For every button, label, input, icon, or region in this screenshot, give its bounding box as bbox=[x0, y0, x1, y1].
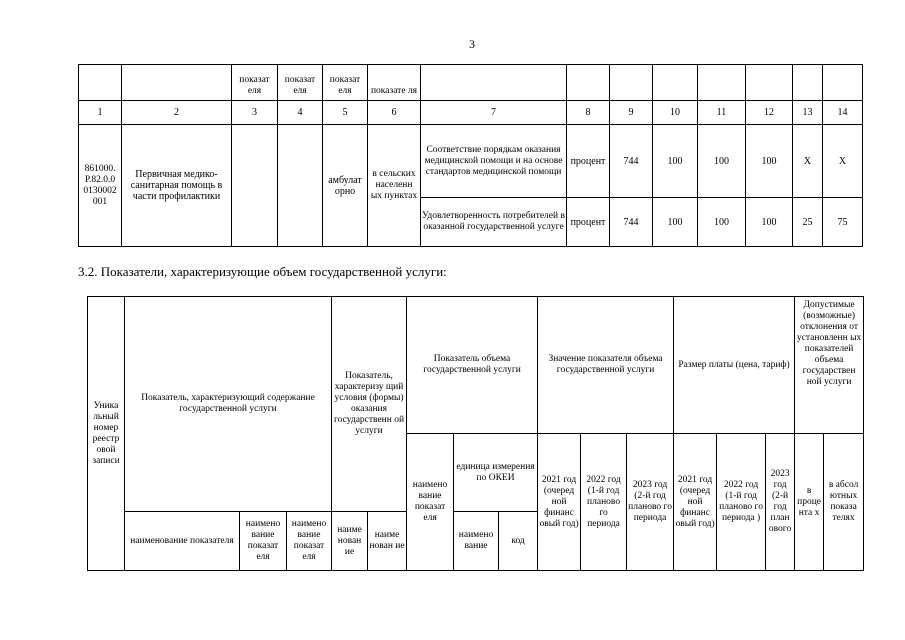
condition-indicator-header: Показатель, характеризу щий условия (формы) оказания государственн ой услуги bbox=[332, 297, 407, 512]
column-number: 12 bbox=[746, 101, 793, 125]
service-name: Первичная медико-санитарная помощь в части профилактики bbox=[122, 125, 232, 247]
column-number: 13 bbox=[793, 101, 823, 125]
year-header: 2022 год (1-й год планово го периода bbox=[581, 434, 627, 571]
table-cell bbox=[793, 65, 823, 101]
table-row bbox=[79, 125, 863, 198]
column-number: 8 bbox=[567, 101, 610, 125]
column-number: 7 bbox=[421, 101, 567, 125]
content-sub-header: наимено вание показат еля bbox=[240, 512, 287, 571]
okei-code: 744 bbox=[610, 125, 653, 198]
year-header: 2023 год (2-й год план ового bbox=[766, 434, 795, 571]
condition-sub-header: наиме нован ие bbox=[368, 512, 407, 571]
value-cell: 100 bbox=[746, 125, 793, 198]
fee-header: Размер платы (цена, тариф) bbox=[674, 297, 795, 434]
table-cell bbox=[122, 65, 232, 101]
unit-name-header: наимено вание bbox=[454, 512, 499, 571]
okei-code: 744 bbox=[610, 198, 653, 247]
indicator-name-header: наимено вание показат еля bbox=[407, 434, 454, 571]
table-cell bbox=[610, 65, 653, 101]
deviation-percent-header: в процента х bbox=[795, 434, 824, 571]
column-number: 9 bbox=[610, 101, 653, 125]
registry-code: 861000. Р.82.0.0 0130002 001 bbox=[79, 125, 122, 247]
value-cell: 100 bbox=[698, 198, 746, 247]
indicator-name: Удовлетворенность потребителей в оказанной государственной услуге bbox=[421, 198, 567, 247]
table-row bbox=[79, 65, 863, 101]
table-cell bbox=[278, 125, 323, 247]
column-number: 11 bbox=[698, 101, 746, 125]
column-number: 2 bbox=[122, 101, 232, 125]
value-cell: 100 bbox=[653, 198, 698, 247]
content-sub-header: наименование показателя bbox=[125, 512, 240, 571]
table-cell bbox=[653, 65, 698, 101]
value-cell: 100 bbox=[698, 125, 746, 198]
column-numbers-row bbox=[79, 101, 863, 125]
page-number: 3 bbox=[469, 37, 475, 51]
unit-cell: процент bbox=[567, 198, 610, 247]
year-header: 2021 год (очеред ной финанс овый год) bbox=[674, 434, 717, 571]
column-number: 4 bbox=[278, 101, 323, 125]
indicator-name: Соответствие порядкам оказания медицинской помощи и на основе стандартов медицинской помощи bbox=[421, 125, 567, 198]
volume-value-header: Значение показателя объема государственной услуги bbox=[538, 297, 674, 434]
condition-cell: в сельских населенн ых пунктах bbox=[368, 125, 421, 247]
column-number: 1 bbox=[79, 101, 122, 125]
deviation-cell: Х bbox=[823, 125, 863, 198]
volume-indicators-table bbox=[87, 296, 864, 571]
table-cell: показат еля bbox=[278, 65, 323, 101]
header-row bbox=[88, 297, 864, 434]
year-header: 2023 год (2-й год планово го периода bbox=[627, 434, 674, 571]
table-cell bbox=[567, 65, 610, 101]
unique-number-header: Уника льный номер реестр овой записи bbox=[88, 297, 125, 571]
year-header: 2022 год (1-й год планово го периода ) bbox=[717, 434, 766, 571]
deviations-header: Допустимые (возможные) отклонения от установленн ых показателей объема государствен ной услуги bbox=[795, 297, 864, 434]
okei-unit-header: единица измерения по ОКЕИ bbox=[454, 434, 538, 512]
column-number: 10 bbox=[653, 101, 698, 125]
value-cell: 100 bbox=[653, 125, 698, 198]
content-sub-header: наимено вание показат еля bbox=[287, 512, 332, 571]
column-number: 14 bbox=[823, 101, 863, 125]
table-cell bbox=[79, 65, 122, 101]
table-cell bbox=[421, 65, 567, 101]
column-number: 3 bbox=[232, 101, 278, 125]
table-cell bbox=[232, 125, 278, 247]
table-cell bbox=[746, 65, 793, 101]
unit-cell: процент bbox=[567, 125, 610, 198]
table-cell bbox=[698, 65, 746, 101]
deviation-cell: 25 bbox=[793, 198, 823, 247]
table-cell bbox=[823, 65, 863, 101]
deviation-cell: Х bbox=[793, 125, 823, 198]
deviation-cell: 75 bbox=[823, 198, 863, 247]
volume-indicator-header: Показатель объема государственной услуги bbox=[407, 297, 538, 434]
section-title: 3.2. Показатели, характеризующие объем государственной услуги: bbox=[78, 264, 447, 279]
content-indicator-header: Показатель, характеризующий содержание государственной услуги bbox=[125, 297, 332, 512]
table-cell: показат еля bbox=[323, 65, 368, 101]
unit-code-header: код bbox=[499, 512, 538, 571]
column-number: 5 bbox=[323, 101, 368, 125]
value-cell: 100 bbox=[746, 198, 793, 247]
condition-cell: амбулат орно bbox=[323, 125, 368, 247]
table-cell: показате ля bbox=[368, 65, 421, 101]
condition-sub-header: наиме нован ие bbox=[332, 512, 368, 571]
deviation-absolute-header: в абсол ютных показа телях bbox=[824, 434, 864, 571]
quality-indicators-table bbox=[78, 64, 863, 247]
year-header: 2021 год (очеред ной финанс овый год) bbox=[538, 434, 581, 571]
column-number: 6 bbox=[368, 101, 421, 125]
table-cell: показат еля bbox=[232, 65, 278, 101]
